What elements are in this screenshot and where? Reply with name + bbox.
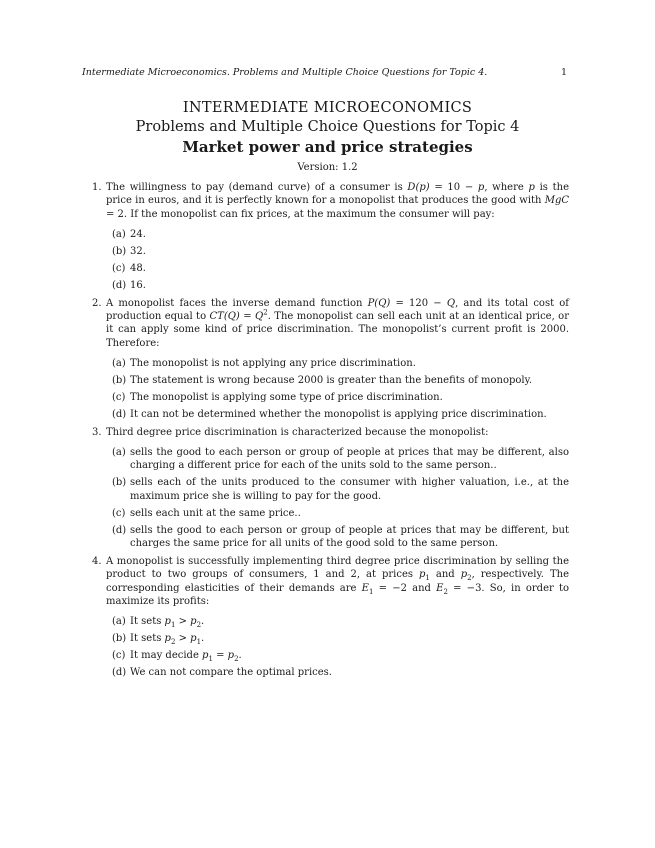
topic-title: Market power and price strategies bbox=[182, 138, 473, 156]
question-4 bbox=[92, 555, 569, 680]
answer-option-b: (b) 32. bbox=[112, 246, 146, 258]
answer-option-d: (d) We can not compare the optimal prices. bbox=[112, 667, 332, 679]
question-number: 3. bbox=[92, 426, 102, 438]
answer-option-b: (b) The statement is wrong because 2000 is greater than the benefits of monopoly. bbox=[112, 375, 533, 387]
answer-option-a: (a) 24. bbox=[112, 229, 146, 241]
version-label: Version: 1.2 bbox=[297, 162, 358, 173]
question-number: 4. bbox=[92, 555, 102, 567]
question-list bbox=[92, 181, 569, 684]
question-text: A monopolist faces the inverse demand function P(Q) = 120 − Q, and its total cost of production equal to $CT(Q) = Q^2$. The monopolist can sell each unit at an identical price, or it can apply some kind of price discrimination. The monopolist’s current profit is 2000. Therefore: bbox=[106, 297, 569, 349]
question-text: Third degree price discrimination is characterized because the monopolist: bbox=[106, 426, 489, 438]
question-number: 2. bbox=[92, 297, 102, 309]
question-text: The willingness to pay (demand curve) of a consumer is D(p) = 10 − p, where p is the price in euros, and it is perfectly known for a monopolist that produces the good with MgC = 2. If the monopolist can fix prices, at the maximum the consumer will pay: bbox=[106, 182, 569, 220]
answer-option-c: (c) It may decide $p_1 = p_2$. bbox=[112, 650, 242, 664]
question-2 bbox=[92, 297, 569, 422]
answer-option-d: (d) sells the good to each person or group of people at prices that may be different, but charges the same price for all units of the good sold to the same person. bbox=[112, 524, 569, 550]
answer-option-a: (a) sells the good to each person or group of people at prices that may be different, also charging a different price for each of the units sold to the same person.. bbox=[112, 447, 569, 472]
answer-option-d: (d) It can not be determined whether the monopolist is applying price discrimination. bbox=[112, 409, 547, 421]
question-3 bbox=[92, 426, 569, 551]
subtitle: Problems and Multiple Choice Questions for Topic 4 bbox=[135, 119, 520, 135]
running-header: Intermediate Microeconomics. Problems and Multiple Choice Questions for Topic 4. bbox=[82, 67, 488, 78]
question-text: A monopolist is successfully implementing third degree price discrimination by selling the product to two groups of consumers, 1 and 2, at prices $p_1$ and $p_2$, respectively. The corresponding elasticities of their demands are $E_1 = -2$ and $E_2 = -3$. So, in order to maximize its profits: bbox=[106, 555, 570, 607]
answer-option-d: (d) 16. bbox=[112, 280, 146, 292]
answer-option-c: (c) The monopolist is applying some type of price discrimination. bbox=[112, 392, 443, 404]
answer-option-c: (c) 48. bbox=[112, 263, 146, 275]
page-number: 1 bbox=[560, 67, 567, 78]
answer-option-a: (a) The monopolist is not applying any price discrimination. bbox=[112, 358, 416, 370]
answer-option-c: (c) sells each unit at the same price.. bbox=[112, 507, 301, 519]
answer-option-a: (a) It sets $p_1 > p_2$. bbox=[112, 616, 205, 630]
question-number: 1. bbox=[92, 182, 102, 193]
title-block bbox=[0, 99, 655, 175]
question-1 bbox=[92, 181, 569, 293]
answer-option-b: (b) It sets $p_2 > p_1$. bbox=[112, 633, 205, 647]
course-title: INTERMEDIATE MICROECONOMICS bbox=[182, 100, 473, 116]
answer-option-b: (b) sells each of the units produced to the consumer with higher valuation, i.e., at the maximum price she is willing to pay for the good. bbox=[112, 477, 569, 502]
